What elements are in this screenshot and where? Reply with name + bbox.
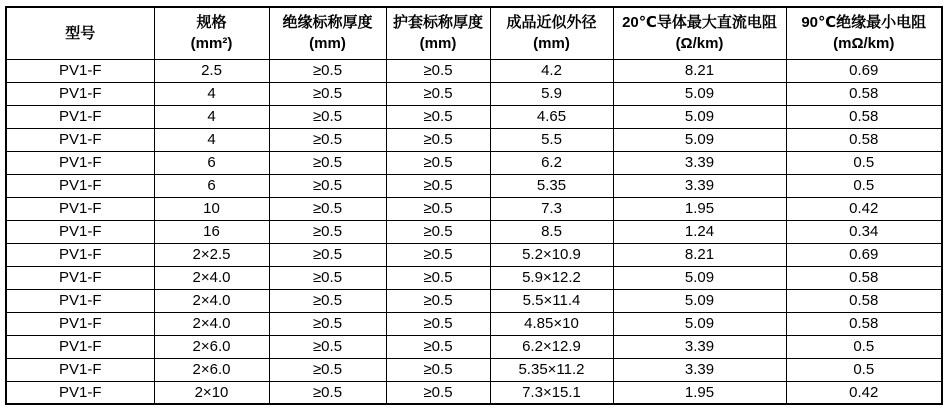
table-cell: 8.21	[613, 59, 786, 82]
table-cell: 6	[154, 174, 269, 197]
table-cell: ≥0.5	[386, 220, 490, 243]
table-cell: ≥0.5	[386, 358, 490, 381]
header-label: 规格	[196, 14, 227, 32]
header-unit: (mm²)	[190, 35, 233, 53]
table-cell: 4	[154, 128, 269, 151]
table-cell: 4	[154, 82, 269, 105]
table-cell: PV1-F	[6, 59, 154, 82]
header-label: 型号	[65, 24, 96, 42]
table-cell: ≥0.5	[386, 312, 490, 335]
table-cell: ≥0.5	[386, 151, 490, 174]
header-cell-outer-diameter	[490, 7, 613, 59]
table-cell: 2×4.0	[154, 312, 269, 335]
table-row	[6, 243, 942, 266]
table-cell: 16	[154, 220, 269, 243]
header-cell-dc-resistance	[613, 7, 786, 59]
header-cell-model	[6, 7, 154, 59]
table-cell: ≥0.5	[269, 243, 386, 266]
table-cell: PV1-F	[6, 358, 154, 381]
table-cell: ≥0.5	[386, 128, 490, 151]
header-cell-spec	[154, 7, 269, 59]
table-row	[6, 266, 942, 289]
table-body	[6, 59, 942, 404]
table-cell: 0.69	[786, 59, 942, 82]
table-cell: PV1-F	[6, 151, 154, 174]
table-cell: PV1-F	[6, 220, 154, 243]
table-cell: 0.42	[786, 197, 942, 220]
header-cell-insulation-resistance	[786, 7, 942, 59]
table-cell: ≥0.5	[269, 358, 386, 381]
table-row	[6, 82, 942, 105]
table-cell: ≥0.5	[269, 197, 386, 220]
table-cell: 10	[154, 197, 269, 220]
table-cell: ≥0.5	[269, 105, 386, 128]
table-cell: ≥0.5	[269, 128, 386, 151]
table-row	[6, 312, 942, 335]
table-cell: 5.35×11.2	[490, 358, 613, 381]
table-cell: 5.2×10.9	[490, 243, 613, 266]
table-cell: 0.5	[786, 335, 942, 358]
table-cell: 5.09	[613, 82, 786, 105]
table-cell: 5.09	[613, 105, 786, 128]
table-cell: 8.5	[490, 220, 613, 243]
table-cell: 6.2×12.9	[490, 335, 613, 358]
table-cell: 4.2	[490, 59, 613, 82]
table-cell: 3.39	[613, 335, 786, 358]
cable-spec-table	[5, 6, 943, 405]
table-header	[6, 7, 942, 59]
table-cell: 0.58	[786, 105, 942, 128]
header-unit: (Ω/km)	[675, 35, 724, 53]
table-cell: 2×6.0	[154, 335, 269, 358]
table-cell: 1.95	[613, 197, 786, 220]
table-cell: 0.58	[786, 128, 942, 151]
table-cell: ≥0.5	[386, 243, 490, 266]
table-row	[6, 105, 942, 128]
table-cell: 0.58	[786, 82, 942, 105]
table-cell: PV1-F	[6, 381, 154, 404]
table-cell: ≥0.5	[269, 151, 386, 174]
table-cell: 1.24	[613, 220, 786, 243]
table-cell: 7.3	[490, 197, 613, 220]
table-cell: 5.09	[613, 289, 786, 312]
table-row	[6, 289, 942, 312]
table-cell: ≥0.5	[269, 381, 386, 404]
table-cell: ≥0.5	[386, 59, 490, 82]
table-cell: 0.58	[786, 312, 942, 335]
table-cell: 1.95	[613, 381, 786, 404]
table-cell: ≥0.5	[269, 289, 386, 312]
table-cell: ≥0.5	[269, 220, 386, 243]
table-cell: 0.5	[786, 358, 942, 381]
table-cell: 3.39	[613, 151, 786, 174]
table-cell: 5.5	[490, 128, 613, 151]
table-row	[6, 381, 942, 404]
table-cell: PV1-F	[6, 174, 154, 197]
table-row	[6, 335, 942, 358]
header-label: 20℃导体最大直流电阻	[622, 14, 777, 32]
table-cell: ≥0.5	[386, 289, 490, 312]
header-unit: (mm)	[419, 35, 457, 53]
table-cell: PV1-F	[6, 266, 154, 289]
table-row	[6, 220, 942, 243]
table-cell: ≥0.5	[269, 59, 386, 82]
header-label: 90℃绝缘最小电阻	[801, 14, 927, 32]
table-cell: 5.9	[490, 82, 613, 105]
table-cell: 6.2	[490, 151, 613, 174]
table-cell: ≥0.5	[386, 266, 490, 289]
table-cell: 0.5	[786, 174, 942, 197]
table-cell: 5.09	[613, 266, 786, 289]
header-unit: (mm)	[533, 35, 570, 53]
table-cell: 0.58	[786, 289, 942, 312]
table-row	[6, 197, 942, 220]
header-label: 成品近似外径	[506, 14, 597, 32]
table-cell: ≥0.5	[269, 266, 386, 289]
header-cell-sheath-thickness	[386, 7, 490, 59]
table-cell: 2.5	[154, 59, 269, 82]
table-cell: 0.5	[786, 151, 942, 174]
table-cell: ≥0.5	[269, 82, 386, 105]
table-cell: ≥0.5	[269, 174, 386, 197]
table-cell: PV1-F	[6, 105, 154, 128]
table-cell: ≥0.5	[269, 312, 386, 335]
header-unit: (mm)	[309, 35, 346, 53]
table-cell: 2×4.0	[154, 266, 269, 289]
header-unit: (mΩ/km)	[833, 35, 895, 53]
table-cell: ≥0.5	[386, 197, 490, 220]
table-cell: PV1-F	[6, 197, 154, 220]
table-cell: 0.42	[786, 381, 942, 404]
table-cell: ≥0.5	[269, 335, 386, 358]
table-cell: PV1-F	[6, 335, 154, 358]
spec-table-container	[5, 6, 943, 405]
table-cell: 4.85×10	[490, 312, 613, 335]
table-row	[6, 59, 942, 82]
header-cell-insulation-thickness	[269, 7, 386, 59]
table-cell: PV1-F	[6, 312, 154, 335]
header-row	[6, 7, 942, 59]
table-cell: PV1-F	[6, 82, 154, 105]
table-cell: ≥0.5	[386, 174, 490, 197]
table-row	[6, 151, 942, 174]
header-label: 护套标称厚度	[392, 14, 483, 32]
table-cell: PV1-F	[6, 289, 154, 312]
table-cell: 2×2.5	[154, 243, 269, 266]
table-cell: PV1-F	[6, 128, 154, 151]
table-cell: 7.3×15.1	[490, 381, 613, 404]
table-cell: 4	[154, 105, 269, 128]
table-cell: ≥0.5	[386, 82, 490, 105]
table-cell: 2×10	[154, 381, 269, 404]
header-label: 绝缘标称厚度	[282, 14, 373, 32]
table-cell: 3.39	[613, 358, 786, 381]
table-row	[6, 128, 942, 151]
table-cell: ≥0.5	[386, 335, 490, 358]
table-cell: 2×4.0	[154, 289, 269, 312]
table-row	[6, 174, 942, 197]
table-cell: 0.69	[786, 243, 942, 266]
table-cell: 5.35	[490, 174, 613, 197]
table-cell: PV1-F	[6, 243, 154, 266]
table-row	[6, 358, 942, 381]
table-cell: 5.9×12.2	[490, 266, 613, 289]
table-cell: 0.58	[786, 266, 942, 289]
table-cell: 3.39	[613, 174, 786, 197]
table-cell: 0.34	[786, 220, 942, 243]
table-cell: 4.65	[490, 105, 613, 128]
table-cell: ≥0.5	[386, 381, 490, 404]
table-cell: 5.5×11.4	[490, 289, 613, 312]
table-cell: 5.09	[613, 128, 786, 151]
table-cell: 8.21	[613, 243, 786, 266]
table-cell: 5.09	[613, 312, 786, 335]
table-cell: ≥0.5	[386, 105, 490, 128]
table-cell: 2×6.0	[154, 358, 269, 381]
table-cell: 6	[154, 151, 269, 174]
